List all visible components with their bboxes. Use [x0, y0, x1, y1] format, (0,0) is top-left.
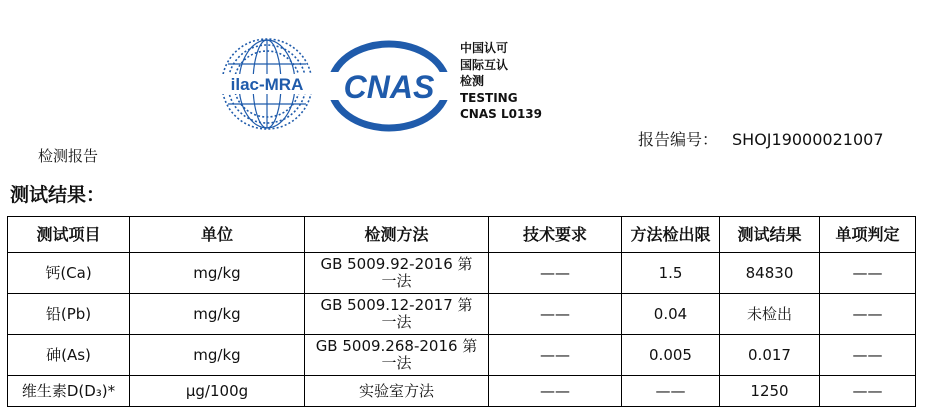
- table-cell: mg/kg: [130, 294, 305, 335]
- table-row: [8, 376, 916, 407]
- table-cell: ——: [489, 335, 622, 376]
- table-cell: mg/kg: [130, 253, 305, 294]
- table-cell: 0.04: [622, 294, 720, 335]
- table-cell: GB 5009.92-2016 第一法: [305, 253, 489, 294]
- table-cell: 0.017: [720, 335, 820, 376]
- table-cell: 未检出: [720, 294, 820, 335]
- table-cell: ——: [820, 253, 916, 294]
- table-cell: GB 5009.12-2017 第一法: [305, 294, 489, 335]
- ilac-logo-text: ilac-MRA: [230, 75, 304, 94]
- table-header-row: [8, 217, 916, 253]
- section-title: 测试结果：: [10, 184, 106, 206]
- table-cell: ——: [489, 294, 622, 335]
- table-row: [8, 335, 916, 376]
- accreditation-line: 检测: [460, 74, 485, 88]
- table-cell: GB 5009.268-2016 第一法: [305, 335, 489, 376]
- ilac-mra-logo: [216, 36, 318, 132]
- table-cell: ——: [820, 294, 916, 335]
- column-header: 测试项目: [8, 217, 130, 253]
- column-header: 方法检出限: [622, 217, 720, 253]
- accreditation-line: TESTING: [460, 90, 518, 105]
- accreditation-line: CNAS L0139: [460, 107, 543, 121]
- report-number-value: SHOJ19000021007: [732, 130, 884, 149]
- table-cell: 铅(Pb): [8, 294, 130, 335]
- table-cell: 84830: [720, 253, 820, 294]
- column-header: 测试结果: [720, 217, 820, 253]
- column-header: 检测方法: [305, 217, 489, 253]
- document-type: 检测报告: [38, 147, 99, 165]
- accreditation-text: [460, 40, 542, 123]
- table-cell: ——: [489, 376, 622, 407]
- column-header: 单项判定: [820, 217, 916, 253]
- table-cell: μg/100g: [130, 376, 305, 407]
- table-cell: mg/kg: [130, 335, 305, 376]
- table-cell: ——: [622, 376, 720, 407]
- table-cell: ——: [820, 335, 916, 376]
- table-cell: 1250: [720, 376, 820, 407]
- table-row: [8, 294, 916, 335]
- cnas-logo: [328, 40, 450, 132]
- accreditation-line: 国际互认: [460, 57, 509, 72]
- table-row: [8, 253, 916, 294]
- table-cell: 砷(As): [8, 335, 130, 376]
- column-header: 技术要求: [489, 217, 622, 253]
- results-table: [7, 216, 916, 407]
- table-cell: 0.005: [622, 335, 720, 376]
- accreditation-logos: [216, 34, 546, 134]
- table-cell: 钙(Ca): [8, 253, 130, 294]
- table-cell: 实验室方法: [305, 376, 489, 407]
- cnas-logo-text: CNAS: [343, 69, 435, 105]
- table-cell: 维生素D(D₃)*: [8, 376, 130, 407]
- accreditation-line: 中国认可: [460, 41, 509, 55]
- table-cell: 1.5: [622, 253, 720, 294]
- table-cell: ——: [820, 376, 916, 407]
- report-number-label: 报告编号：: [638, 130, 719, 149]
- table-cell: ——: [489, 253, 622, 294]
- report-number: [638, 127, 884, 150]
- column-header: 单位: [130, 217, 305, 253]
